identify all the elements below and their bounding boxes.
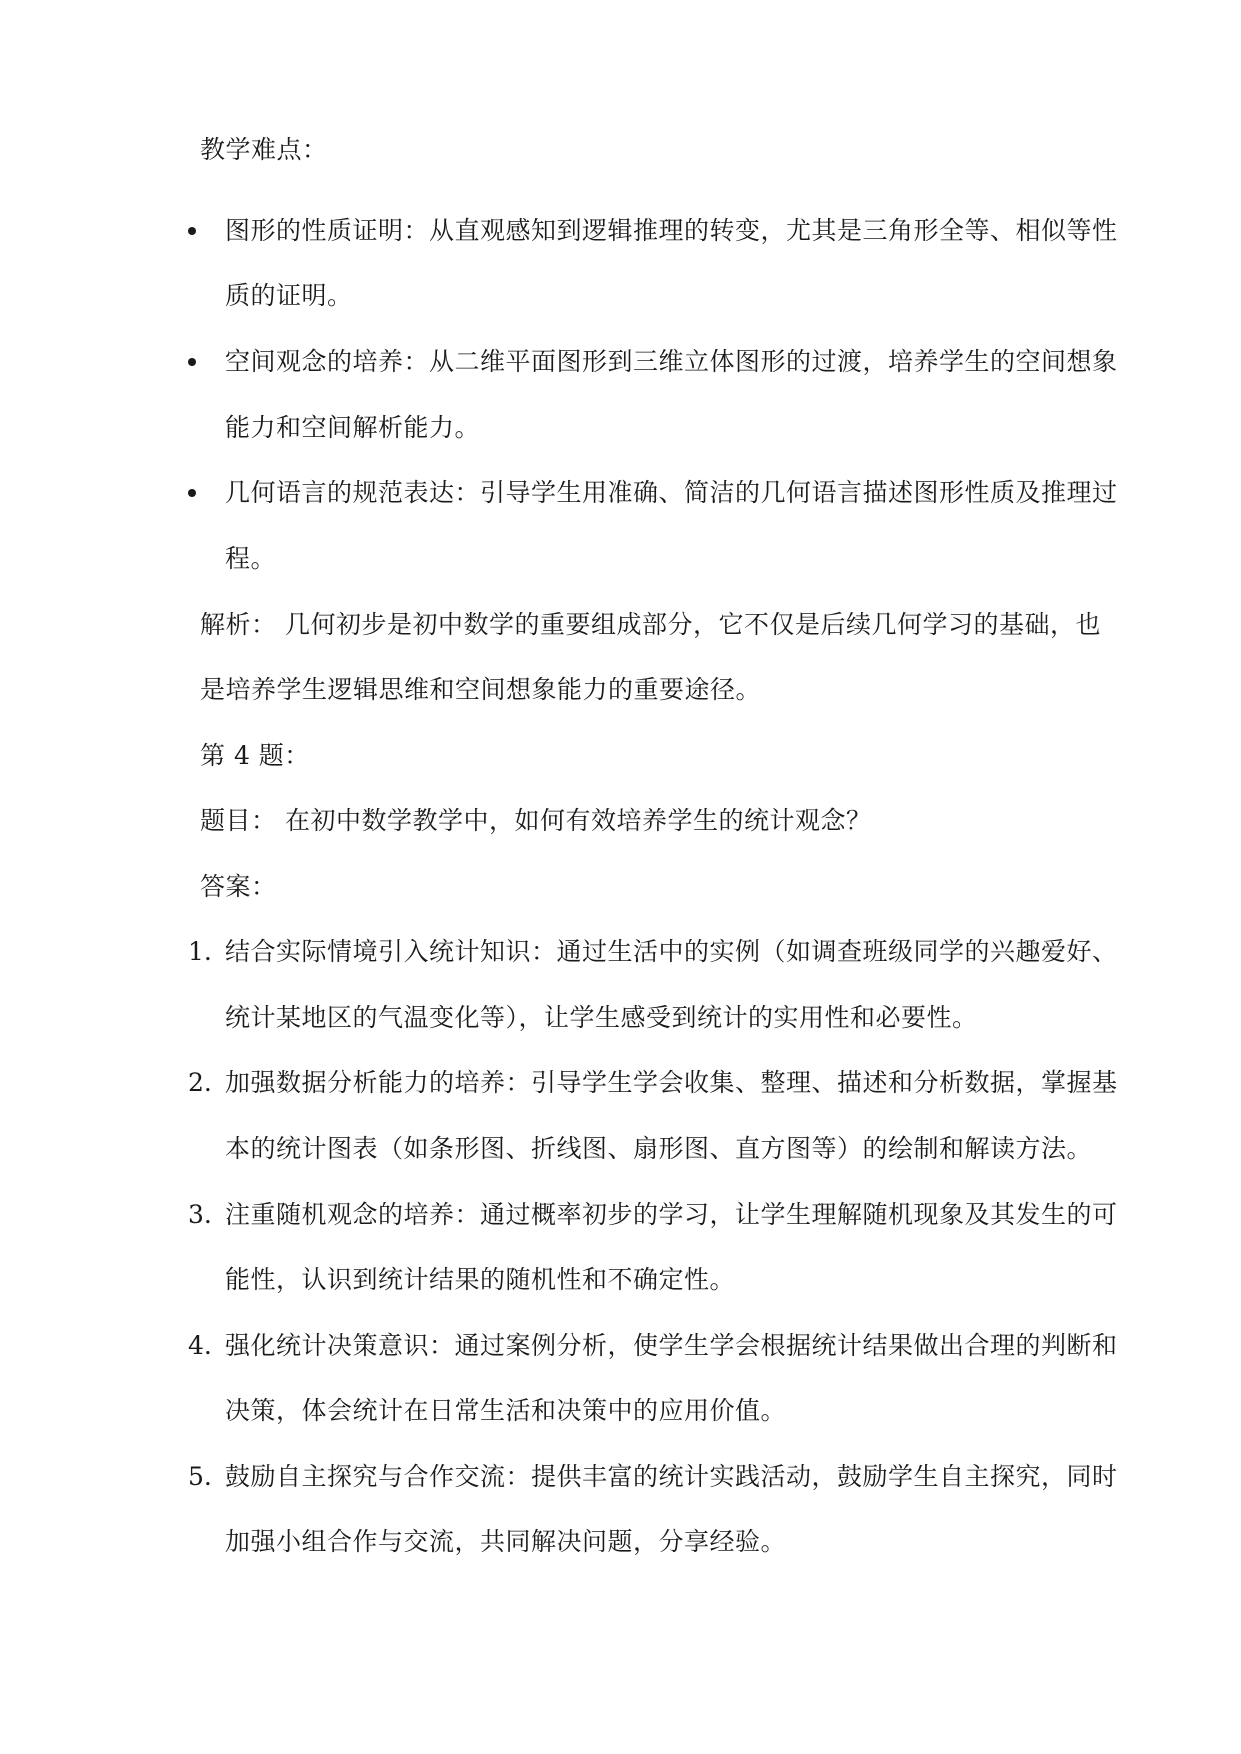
- question-text: 题目： 在初中数学教学中，如何有效培养学生的统计观念？: [200, 806, 872, 835]
- bullet-dot: [188, 227, 196, 235]
- analysis-line-1: 解析： 几何初步是初中数学的重要组成部分，它不仅是后续几何学习的基础，也: [200, 610, 1101, 639]
- difficulty-item-3-line-2: 程。: [225, 544, 277, 573]
- answer-item-2-line-1: 加强数据分析能力的培养：引导学生学会收集、整理、描述和分析数据，掌握基: [225, 1068, 1118, 1097]
- bullet-dot: [188, 358, 196, 366]
- answer-item-4-line-2: 决策，体会统计在日常生活和决策中的应用价值。: [225, 1396, 787, 1425]
- answer-item-2-line-2: 本的统计图表（如条形图、折线图、扇形图、直方图等）的绘制和解读方法。: [225, 1134, 1093, 1163]
- difficulty-item-3-line-1: 几何语言的规范表达：引导学生用准确、简洁的几何语言描述图形性质及推理过: [225, 478, 1118, 507]
- difficulty-item-1-line-2: 质的证明。: [225, 281, 353, 310]
- difficulty-item-1-line-1: 图形的性质证明：从直观感知到逻辑推理的转变，尤其是三角形全等、相似等性: [225, 216, 1118, 245]
- analysis-line-2: 是培养学生逻辑思维和空间想象能力的重要途径。: [200, 675, 762, 704]
- answer-item-3-line-2: 能性，认识到统计结果的随机性和不确定性。: [225, 1265, 736, 1294]
- difficulty-item-2-line-1: 空间观念的培养：从二维平面图形到三维立体图形的过渡，培养学生的空间想象: [225, 347, 1118, 376]
- answer-item-5-number: 5.: [188, 1462, 212, 1491]
- answer-heading: 答案：: [200, 872, 277, 901]
- answer-item-1-number: 1.: [188, 937, 212, 966]
- answer-item-4-line-1: 强化统计决策意识：通过案例分析，使学生学会根据统计结果做出合理的判断和: [225, 1331, 1118, 1360]
- answer-item-5-line-1: 鼓励自主探究与合作交流：提供丰富的统计实践活动，鼓励学生自主探究，同时: [225, 1462, 1118, 1491]
- answer-item-2-number: 2.: [188, 1068, 212, 1097]
- answer-item-4-number: 4.: [188, 1331, 212, 1360]
- answer-item-3-number: 3.: [188, 1200, 212, 1229]
- bullet-dot: [188, 489, 196, 497]
- question-number: 第 4 题：: [200, 741, 310, 770]
- answer-item-5-line-2: 加强小组合作与交流，共同解决问题，分享经验。: [225, 1527, 787, 1556]
- answer-item-1-line-2: 统计某地区的气温变化等），让学生感受到统计的实用性和必要性。: [225, 1003, 978, 1032]
- answer-item-3-line-1: 注重随机观念的培养：通过概率初步的学习，让学生理解随机现象及其发生的可: [225, 1200, 1118, 1229]
- difficulty-heading: 教学难点：: [200, 135, 328, 164]
- difficulty-item-2-line-2: 能力和空间解析能力。: [225, 413, 481, 442]
- answer-item-1-line-1: 结合实际情境引入统计知识：通过生活中的实例（如调查班级同学的兴趣爱好、: [225, 937, 1118, 966]
